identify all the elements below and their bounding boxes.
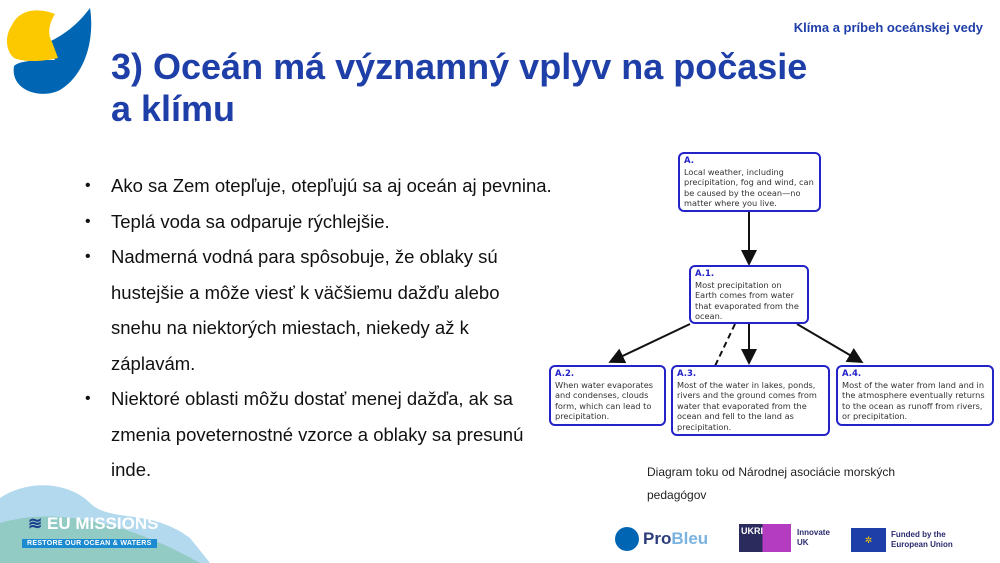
arrow-a1-to-a2 <box>612 324 690 361</box>
bullet-item: • Ako sa Zem otepľuje, otepľujú sa aj oceán aj pevnina. <box>85 168 555 204</box>
section-header: Klíma a príbeh oceánskej vedy <box>793 20 983 35</box>
arrow-a1-to-a4 <box>797 324 860 361</box>
title-line-1: 3) Oceán má významný vplyv na počasie <box>111 46 808 87</box>
eu-funded-logo: ✲ Funded by the European Union <box>851 528 976 552</box>
innovate-uk-logo: UKRI Innovate UK <box>739 524 837 552</box>
probleu-icon <box>615 527 639 551</box>
eu-missions-logo: ≋ EU MISSIONS <box>28 514 159 533</box>
diagram-box-a4: A.4. Most of the water from land and in the atmosphere eventually returns to the ocean as runoff from rivers, or precipitation. <box>836 365 994 426</box>
diagram-box-a: A. Local weather, including precipitation, fog and wind, can be caused by the ocean—no matter where you live. <box>678 152 821 212</box>
diagram-caption: Diagram toku od Národnej asociácie morských pedagógov <box>647 465 896 502</box>
bullet-item: • Nadmerná vodná para spôsobuje, že oblaky sú hustejšie a môže viesť k väčšiemu dažďu alebo snehu na niektorých miestach, niekedy až k záplavám. <box>85 239 555 381</box>
bullet-item: • Niektoré oblasti môžu dostať menej dažďa, ak sa zmenia poveternostné vzorce a oblaky sa presunú inde. <box>85 381 555 488</box>
diagram-box-a3: A.3. Most of the water in lakes, ponds, rivers and the ground comes from water that evaporated from the ocean and fell to the land as precipitation. <box>671 365 830 436</box>
diagram-box-a2: A.2. When water evaporates and condenses, clouds form, which can lead to precipitation. <box>549 365 666 426</box>
eu-flag-icon: ✲ <box>851 528 886 552</box>
dashed-line-a1-a3 <box>715 324 735 366</box>
diagram-box-a1: A.1. Most precipitation on Earth comes from water that evaporated from the ocean. <box>689 265 809 324</box>
bullet-item: • Teplá voda sa odparuje rýchlejšie. <box>85 204 555 240</box>
title-line-2: a klímu <box>111 88 236 129</box>
probleu-logo: ProBleu <box>615 527 708 551</box>
eu-missions-tagline: RESTORE OUR OCEAN & WATERS <box>22 539 157 548</box>
